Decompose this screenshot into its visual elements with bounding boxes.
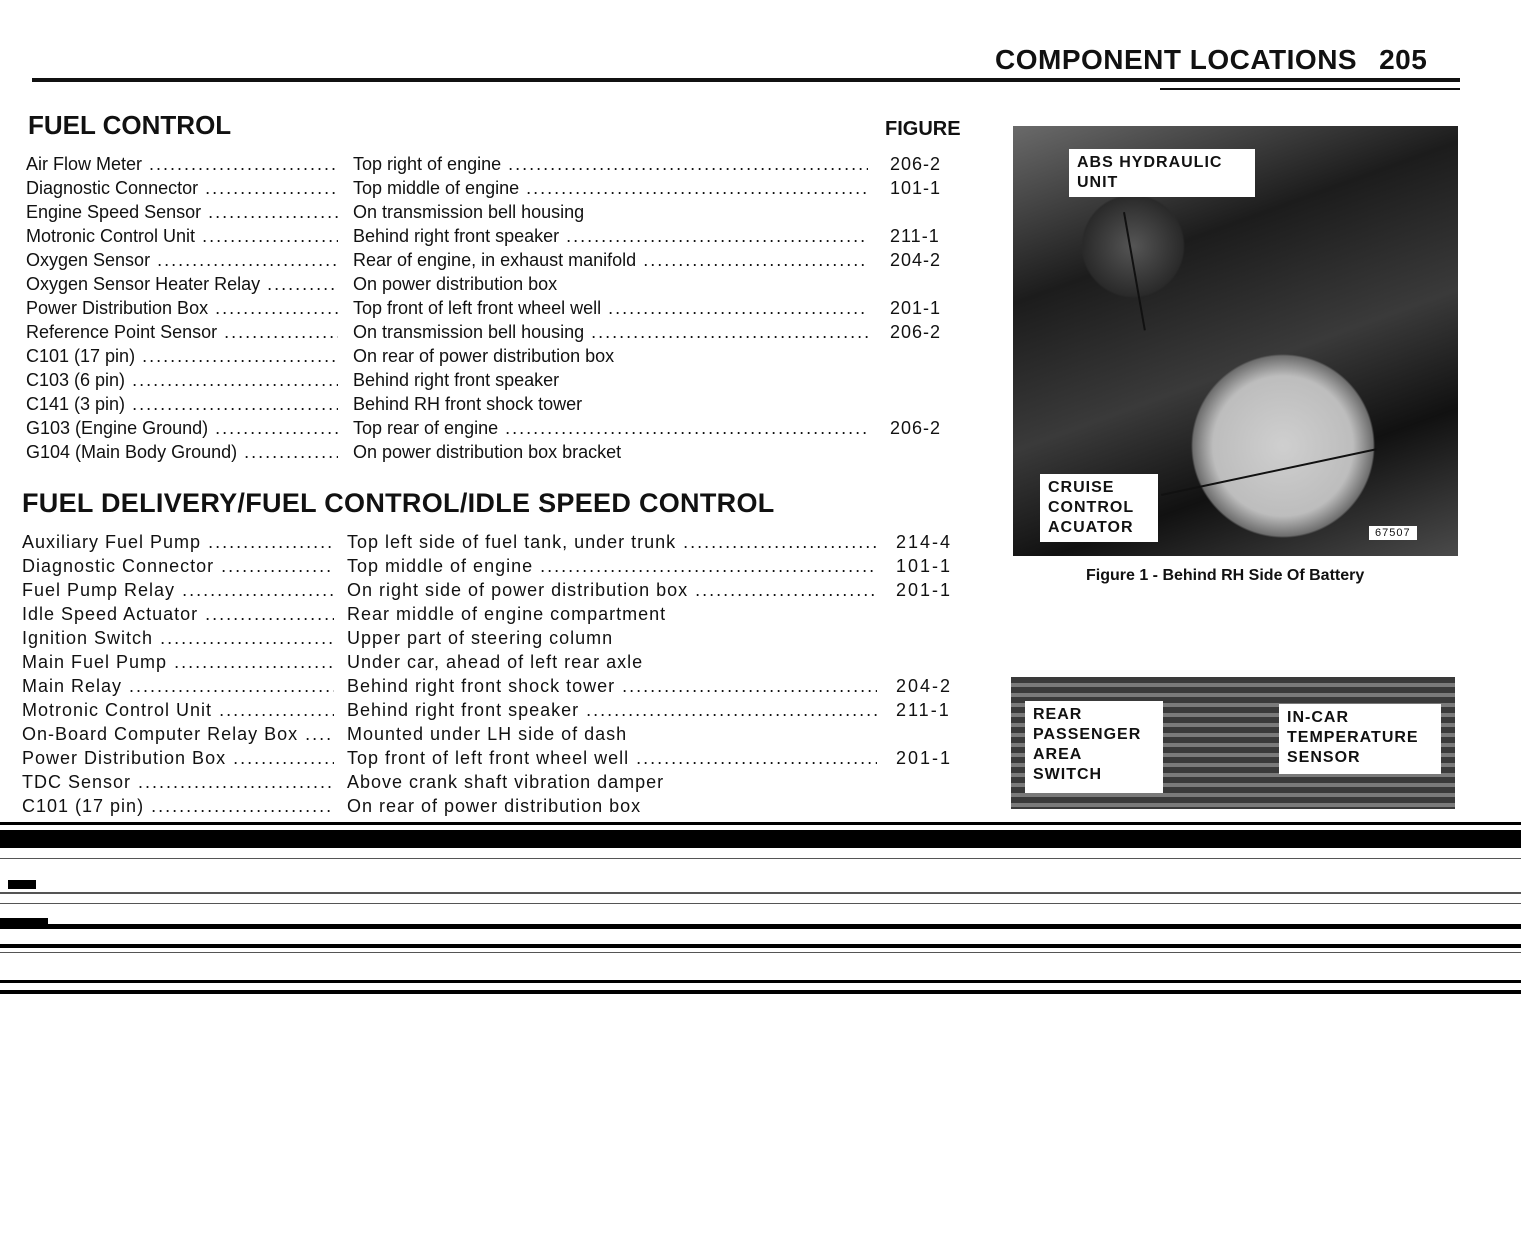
- figure-reference: 101-1: [896, 556, 953, 576]
- component-location: On rear of power distribution box: [353, 346, 615, 366]
- component-location: On transmission bell housing .....: [353, 322, 868, 343]
- component-location: Behind RH front shock tower: [353, 394, 583, 414]
- table-row: [0, 652, 980, 676]
- component-name: Motronic Control Unit .....: [22, 700, 334, 721]
- callout-incar-text: IN-CAR TEMPERATURE SENSOR: [1287, 709, 1419, 766]
- component-name: C141 (3 pin) .....: [26, 394, 338, 415]
- scan-artifact-stripe: [0, 858, 1521, 859]
- table-row: [0, 724, 980, 748]
- table-row: [0, 772, 980, 796]
- component-name: G103 (Engine Ground) .....: [26, 418, 338, 439]
- component-name: C103 (6 pin) .....: [26, 370, 338, 391]
- component-name: Motronic Control Unit .....: [26, 226, 338, 247]
- table-row: [0, 442, 980, 466]
- component-name: TDC Sensor .....: [22, 772, 334, 793]
- figure-reference: 206-2: [890, 322, 942, 342]
- scan-artifact-stripe: [0, 822, 1521, 825]
- callout-abs-hydraulic-unit: [1069, 149, 1255, 197]
- table-row: [0, 700, 980, 724]
- callout-in-car-temperature-sensor: [1279, 704, 1441, 774]
- table-row: [0, 604, 980, 628]
- component-location: Top middle of engine .....: [353, 178, 868, 199]
- component-name: Auxiliary Fuel Pump .....: [22, 532, 334, 553]
- component-location: Top right of engine .....: [353, 154, 868, 175]
- figure-reference: 204-2: [890, 250, 942, 270]
- figure-reference: 204-2: [896, 676, 953, 696]
- component-location: On power distribution box bracket: [353, 442, 622, 462]
- abs-leader-line: [1123, 212, 1146, 331]
- figure-reference: 101-1: [890, 178, 942, 198]
- component-name: Main Relay .....: [22, 676, 334, 697]
- component-location: Top left side of fuel tank, under trunk .....: [347, 532, 877, 553]
- component-location: Above crank shaft vibration damper: [347, 772, 665, 792]
- component-location: Rear of engine, in exhaust manifold .....: [353, 250, 868, 271]
- figure-reference: 206-2: [890, 154, 942, 174]
- scan-artifact-mark: [0, 918, 48, 924]
- component-name: C101 (17 pin) .....: [22, 796, 334, 817]
- component-location: On transmission bell housing: [353, 202, 585, 222]
- component-name: Ignition Switch .....: [22, 628, 334, 649]
- component-location: Behind right front shock tower .....: [347, 676, 877, 697]
- table-row: [0, 370, 980, 394]
- scan-artifact-stripe: [0, 944, 1521, 948]
- table-row: [0, 202, 980, 226]
- component-name: Reference Point Sensor .....: [26, 322, 338, 343]
- component-name: On-Board Computer Relay Box .....: [22, 724, 334, 745]
- table-row: [0, 250, 980, 274]
- photo-number: 67507: [1369, 526, 1417, 540]
- table-row: [0, 178, 980, 202]
- component-location: Top front of left front wheel well .....: [347, 748, 877, 769]
- component-location: Mounted under LH side of dash: [347, 724, 628, 744]
- component-location: Rear middle of engine compartment: [347, 604, 667, 624]
- component-name: Engine Speed Sensor .....: [26, 202, 338, 223]
- figure1-caption: Figure 1 - Behind RH Side Of Battery: [1086, 567, 1365, 584]
- component-name: Idle Speed Actuator .....: [22, 604, 334, 625]
- component-location: Top middle of engine .....: [347, 556, 877, 577]
- page-number: 205: [1379, 44, 1428, 75]
- scan-artifact-stripe: [0, 892, 1521, 894]
- figure-reference: 201-1: [896, 748, 953, 768]
- table-row: [0, 394, 980, 418]
- figure1-photo: [1013, 126, 1458, 556]
- cruise-leader-line: [1161, 448, 1377, 496]
- component-location: On right side of power distribution box .....: [347, 580, 877, 601]
- component-location: Behind right front speaker: [353, 370, 560, 390]
- table-row: [0, 346, 980, 370]
- figure2-photo: [1011, 677, 1455, 809]
- table-row: [0, 676, 980, 700]
- table-row: [0, 418, 980, 442]
- header-rule-right: [1160, 88, 1460, 90]
- figure-reference: 211-1: [896, 700, 951, 720]
- figure-reference: 214-4: [896, 532, 953, 552]
- scan-artifact-stripe: [0, 903, 1521, 904]
- table-row: [0, 580, 980, 604]
- table-row: [0, 628, 980, 652]
- component-name: Oxygen Sensor Heater Relay .....: [26, 274, 338, 295]
- table-row: [0, 322, 980, 346]
- table-row: [0, 226, 980, 250]
- figure-reference: 201-1: [890, 298, 942, 318]
- scan-artifact-mark: [8, 880, 36, 889]
- component-name: Air Flow Meter .....: [26, 154, 338, 175]
- component-name: Power Distribution Box .....: [22, 748, 334, 769]
- component-name: Diagnostic Connector .....: [26, 178, 338, 199]
- callout-abs-text: ABS HYDRAULIC UNIT: [1077, 154, 1223, 191]
- figure-column-header: FIGURE: [885, 118, 961, 140]
- figure-reference: 201-1: [896, 580, 953, 600]
- table-row: [0, 154, 980, 178]
- scan-artifact-stripe: [0, 924, 1521, 929]
- table-row: [0, 298, 980, 322]
- component-location: Behind right front speaker .....: [353, 226, 868, 247]
- header-rule: [32, 78, 1460, 82]
- page-header-title: COMPONENT LOCATIONS: [995, 44, 1358, 75]
- component-location: Upper part of steering column: [347, 628, 614, 648]
- component-name: Power Distribution Box .....: [26, 298, 338, 319]
- component-location: On power distribution box: [353, 274, 558, 294]
- component-location: On rear of power distribution box: [347, 796, 642, 816]
- callout-rear-passenger-area-switch: [1025, 701, 1163, 793]
- component-location: Under car, ahead of left rear axle: [347, 652, 644, 672]
- figure-reference: 211-1: [890, 226, 940, 246]
- table-row: [0, 748, 980, 772]
- scan-artifact-stripe: [0, 952, 1521, 953]
- component-location: Top rear of engine .....: [353, 418, 868, 439]
- callout-cruise-control-actuator: [1040, 474, 1158, 542]
- component-name: C101 (17 pin) .....: [26, 346, 338, 367]
- fuel-delivery-title: FUEL DELIVERY/FUEL CONTROL/IDLE SPEED CONTROL: [22, 488, 775, 518]
- callout-rear-text: REAR PASSENGER AREA SWITCH: [1033, 706, 1142, 783]
- component-name: G104 (Main Body Ground) .....: [26, 442, 338, 463]
- scan-artifact-stripe: [0, 980, 1521, 983]
- table-row: [0, 556, 980, 580]
- fuel-control-title: FUEL CONTROL: [28, 110, 232, 140]
- table-row: [0, 274, 980, 298]
- component-name: Diagnostic Connector .....: [22, 556, 334, 577]
- component-location: Top front of left front wheel well .....: [353, 298, 868, 319]
- callout-cruise-text: CRUISE CONTROL ACUATOR: [1048, 479, 1135, 536]
- component-location: Behind right front speaker .....: [347, 700, 877, 721]
- component-name: Fuel Pump Relay .....: [22, 580, 334, 601]
- scan-artifact-stripe: [0, 990, 1521, 994]
- table-row: [0, 796, 980, 820]
- table-row: [0, 532, 980, 556]
- figure-reference: 206-2: [890, 418, 942, 438]
- scan-artifact-stripe: [0, 830, 1521, 848]
- component-name: Oxygen Sensor .....: [26, 250, 338, 271]
- page-header: [995, 44, 1427, 76]
- component-name: Main Fuel Pump .....: [22, 652, 334, 673]
